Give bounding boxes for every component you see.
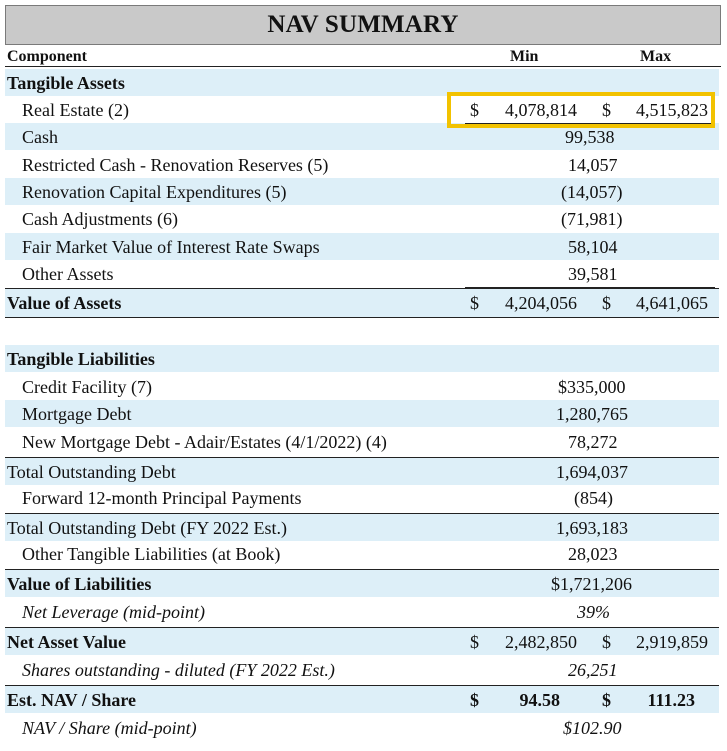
table-row-total-outstanding-debt-fy2022 bbox=[5, 513, 719, 541]
value: 99,538 bbox=[565, 127, 615, 147]
value: $102.90 bbox=[563, 718, 622, 738]
row-label: Restricted Cash - Renovation Reserves (5) bbox=[22, 155, 329, 175]
table-row-value-of-assets bbox=[5, 288, 719, 318]
table-row-other-tangible-liabilities bbox=[5, 540, 719, 567]
min-value: 4,204,056 bbox=[505, 293, 577, 313]
table-row-cash-adjustments bbox=[5, 205, 719, 232]
table-row-forward-principal-payments bbox=[5, 484, 719, 511]
table-row-est-nav-per-share bbox=[5, 685, 719, 713]
min-dollar-sign: $ bbox=[470, 690, 479, 710]
row-label: Cash Adjustments (6) bbox=[22, 209, 178, 229]
max-dollar-sign: $ bbox=[602, 293, 611, 313]
value: 26,251 bbox=[568, 660, 618, 680]
row-label: Shares outstanding - diluted (FY 2022 Est.) bbox=[22, 660, 335, 680]
row-label: New Mortgage Debt - Adair/Estates (4/1/2022) (4) bbox=[22, 432, 387, 452]
row-label: NAV / Share (mid-point) bbox=[22, 718, 197, 738]
row-label: Value of Assets bbox=[7, 293, 122, 313]
value: 1,693,183 bbox=[556, 518, 628, 538]
row-label: Fair Market Value of Interest Rate Swaps bbox=[22, 237, 320, 257]
max-dollar-sign: $ bbox=[602, 100, 611, 120]
row-label: Tangible Liabilities bbox=[7, 349, 155, 369]
table-row-total-outstanding-debt bbox=[5, 457, 719, 485]
column-header-component: Component bbox=[7, 48, 88, 65]
row-label: Tangible Assets bbox=[7, 73, 125, 93]
row-label: Net Asset Value bbox=[7, 632, 127, 652]
row-label: Total Outstanding Debt bbox=[7, 462, 176, 482]
max-value: 4,641,065 bbox=[636, 293, 708, 313]
row-label: Other Tangible Liabilities (at Book) bbox=[22, 544, 281, 564]
max-value: 111.23 bbox=[647, 690, 695, 710]
table-row-net-asset-value bbox=[5, 627, 719, 655]
header-rule bbox=[5, 66, 721, 67]
value: 58,104 bbox=[568, 237, 618, 257]
row-label: Real Estate (2) bbox=[22, 100, 129, 120]
table-row-renovation-capex bbox=[5, 178, 719, 205]
max-dollar-sign: $ bbox=[602, 632, 611, 652]
table-row-mortgage-debt bbox=[5, 400, 719, 427]
min-dollar-sign: $ bbox=[470, 100, 479, 120]
min-value: 2,482,850 bbox=[505, 632, 577, 652]
table-row-shares-outstanding bbox=[5, 656, 719, 683]
section-header-tangible-liabilities bbox=[5, 345, 719, 372]
row-label: Renovation Capital Expenditures (5) bbox=[22, 182, 287, 202]
table-row-other-assets bbox=[5, 260, 719, 287]
table-title: NAV SUMMARY bbox=[5, 5, 721, 45]
row-label: Mortgage Debt bbox=[22, 404, 132, 424]
value: (14,057) bbox=[561, 182, 623, 202]
min-value: 4,078,814 bbox=[505, 100, 577, 120]
max-dollar-sign: $ bbox=[602, 690, 611, 710]
table-row-credit-facility bbox=[5, 373, 719, 400]
value: 39% bbox=[577, 602, 610, 622]
value: 1,280,765 bbox=[556, 404, 628, 424]
table-row-new-mortgage-debt bbox=[5, 428, 719, 455]
value: (854) bbox=[574, 488, 613, 508]
value: 28,023 bbox=[568, 544, 618, 564]
row-label: Credit Facility (7) bbox=[22, 377, 152, 397]
column-header-max: Max bbox=[640, 48, 672, 65]
column-rule bbox=[465, 287, 715, 288]
row-label: Cash bbox=[22, 127, 58, 147]
min-dollar-sign: $ bbox=[470, 293, 479, 313]
row-label: Est. NAV / Share bbox=[7, 690, 137, 710]
row-label: Other Assets bbox=[22, 264, 114, 284]
row-label: Value of Liabilities bbox=[7, 574, 152, 594]
value: 78,272 bbox=[568, 432, 618, 452]
table-row-net-leverage bbox=[5, 598, 719, 625]
max-value: 2,919,859 bbox=[636, 632, 708, 652]
value: 14,057 bbox=[568, 155, 618, 175]
table-row-value-of-liabilities bbox=[5, 569, 719, 597]
value: $335,000 bbox=[558, 377, 626, 397]
row-label: Net Leverage (mid-point) bbox=[22, 602, 205, 622]
highlight-box bbox=[447, 92, 715, 128]
table-row-interest-rate-swaps bbox=[5, 233, 719, 260]
table-row-nav-per-share-midpoint bbox=[5, 714, 719, 741]
column-header-min: Min bbox=[510, 48, 539, 65]
table-row-restricted-cash bbox=[5, 151, 719, 178]
min-dollar-sign: $ bbox=[470, 632, 479, 652]
row-label: Forward 12-month Principal Payments bbox=[22, 488, 302, 508]
row-label: Total Outstanding Debt (FY 2022 Est.) bbox=[7, 518, 288, 538]
max-value: 4,515,823 bbox=[636, 100, 708, 120]
value: (71,981) bbox=[561, 209, 623, 229]
value: 39,581 bbox=[568, 264, 618, 284]
value: $1,721,206 bbox=[551, 574, 632, 594]
min-value: 94.58 bbox=[519, 690, 560, 710]
value: 1,694,037 bbox=[556, 462, 628, 482]
